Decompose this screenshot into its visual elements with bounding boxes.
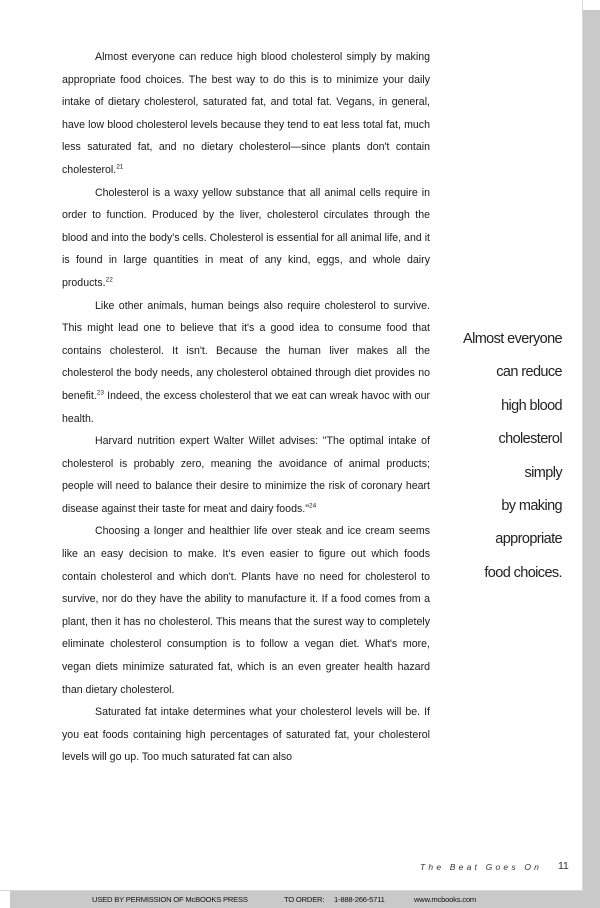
pull-quote-line: high blood — [501, 397, 562, 414]
pull-quote-line: cholesterol — [498, 431, 562, 448]
pull-quote-line: by making — [501, 498, 562, 515]
order-phone: 1-888-266-5711 — [334, 895, 385, 904]
paragraph-4 — [62, 430, 430, 520]
page-shadow-right — [583, 10, 600, 896]
paragraph-text: Choosing a longer and healthier life over steak and ice cream seems like an easy decision to make. It's even easier to figure out which foods contain cholesterol and which don't. Plants have no need for cholesterol to survive, nor do they have the ability to manufacture it. If a food comes from a plant, then it has no cholesterol. This means that the surest way to completely eliminate cholesterol consumption is to follow a vegan diet. What's more, vegan diets minimize saturated fat, which is an even greater health hazard than dietary cholesterol. — [62, 525, 430, 696]
footnote-marker: 23 — [96, 389, 104, 397]
paragraph-text: Like other animals, human beings also require cholesterol to survive. This might lead one to believe that it's a good idea to consume food that contains cholesterol. It isn't. Because the human liver makes all the cholesterol the body needs, any cholesterol obtained through diet provides no benefit. — [62, 299, 430, 402]
pull-quote-line: appropriate — [495, 531, 562, 548]
paragraph-text: Almost everyone can reduce high blood cholesterol simply by making appropriate food choices. The best way to do this is to minimize your daily intake of dietary cholesterol, saturated fat, and total fat. Vegans, in general, have low blood cholesterol levels because they tend to eat less total fat, much less saturated fat, and no dietary cholesterol—since plants don't contain cholesterol. — [62, 51, 430, 176]
paragraph-6 — [62, 701, 430, 769]
footnote-marker: 24 — [308, 502, 317, 510]
permission-notice: USED BY PERMISSION OF McBOOKS PRESS — [92, 895, 248, 904]
footnote-marker: 21 — [116, 163, 124, 171]
running-head: The Beat Goes On — [420, 862, 543, 872]
paragraph-5 — [62, 520, 430, 701]
pull-quote-line: simply — [524, 464, 562, 481]
pull-quote-line: Almost everyone — [463, 331, 562, 347]
paragraph-1 — [62, 46, 430, 182]
pull-quote — [440, 323, 562, 590]
paragraph-text: Indeed, the excess cholesterol that we eat can wreak havoc with our health. — [62, 389, 430, 425]
paragraph-text: Cholesterol is a waxy yellow substance that all animal cells require in order to function. Produced by the liver, cholesterol circulates through the blood and into the body's cells. Cholesterol is essential for all animal life, and it is found in large quantities in meat of any kind, eggs, and whole dairy products. — [62, 186, 430, 289]
paragraph-text: Saturated fat intake determines what your cholesterol levels will be. If you eat foods containing high percentages of saturated fat, your cholesterol levels will go up. Too much saturated fat can also — [62, 706, 430, 764]
order-label: TO ORDER: — [284, 895, 325, 904]
footnote-marker: 22 — [105, 276, 113, 284]
paragraph-text: Harvard nutrition expert Walter Willet advises: "The optimal intake of cholesterol is probably zero, meaning the avoidance of animal products; people will need to balance their desire to minimize the risk of coronary heart disease against their taste for meat and dairy foods." — [62, 435, 430, 515]
pull-quote-line: food choices. — [484, 564, 562, 581]
article-body — [62, 46, 430, 769]
website-link[interactable]: www.mcbooks.com — [414, 895, 476, 904]
paragraph-3 — [62, 295, 430, 431]
footer-bar — [0, 892, 600, 908]
paragraph-2 — [62, 182, 430, 295]
pull-quote-line: can reduce — [496, 364, 562, 381]
page-number: 11 — [558, 860, 569, 872]
